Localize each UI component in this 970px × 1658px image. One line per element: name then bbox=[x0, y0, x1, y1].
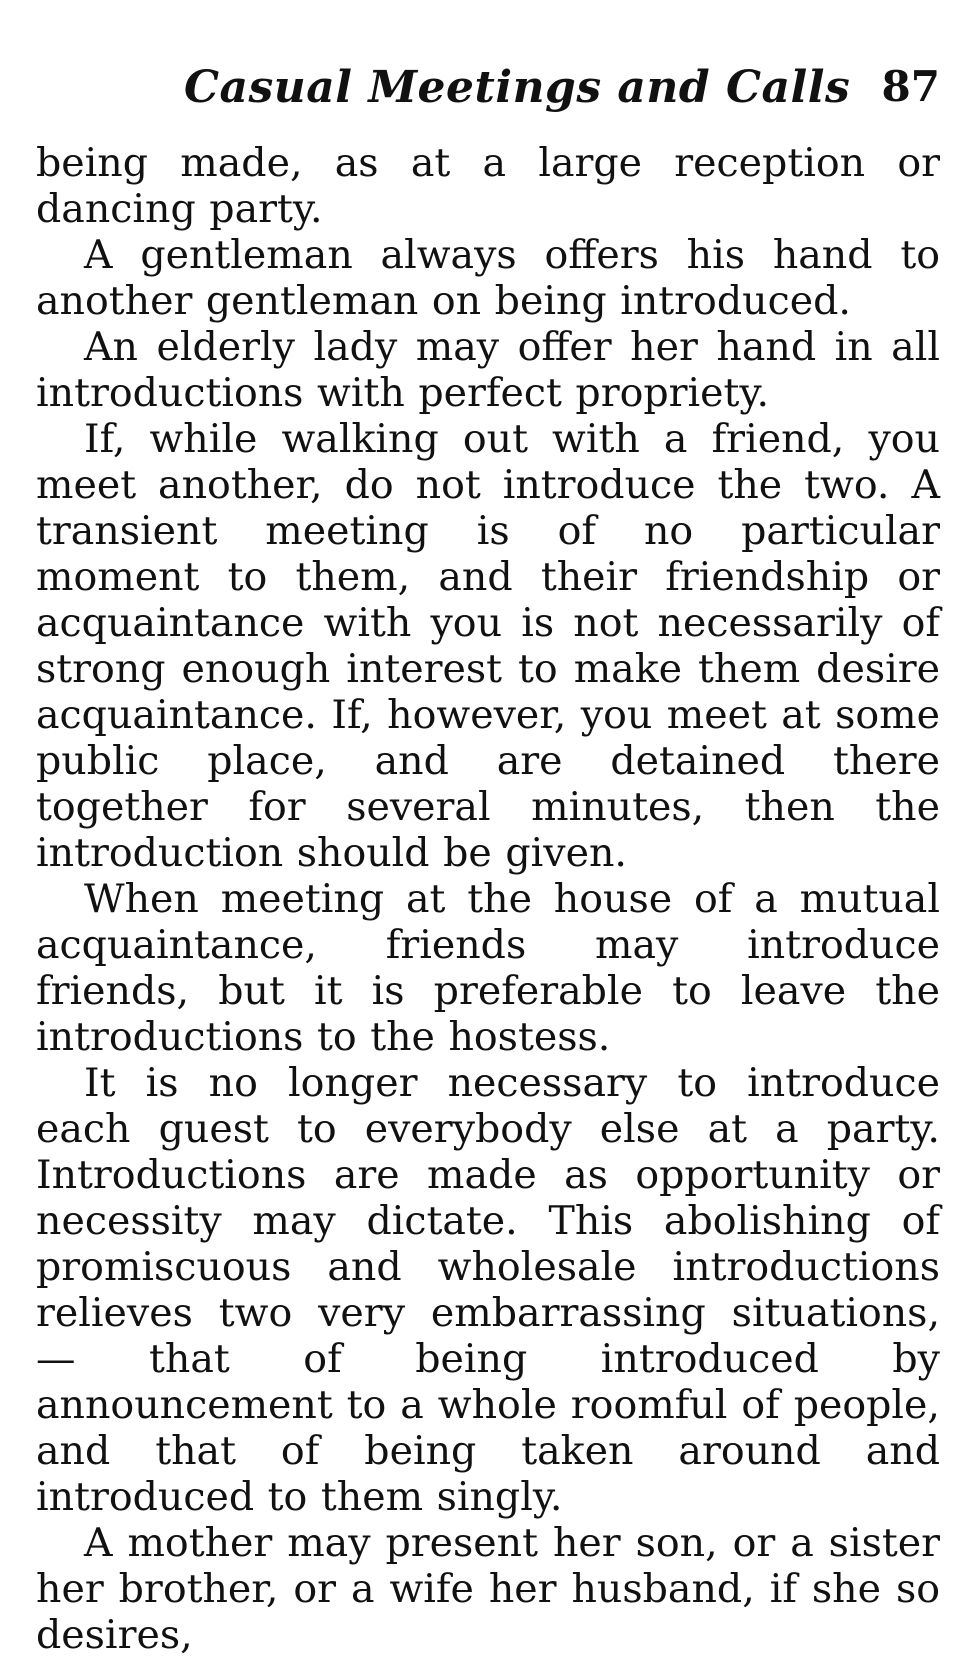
page-number: 87 bbox=[881, 62, 940, 111]
book-page bbox=[36, 0, 940, 1658]
paragraph-continuation: being made, as at a large reception or dancing party. bbox=[36, 140, 940, 232]
paragraph-mother-presents: A mother may present her son, or a sister her brother, or a wife her husband, if she so desires, bbox=[36, 1520, 940, 1658]
paragraph-no-longer-necessary: It is no longer necessary to introduce each guest to everybody else at a party. Introductions are made as opportunity or necessity may dictate. This abolishing of promiscuous and wholesale introductions relieves two very embarrassing situations, — that of being introduced by announcement to a whole roomful of people, and that of being taken around and introduced to them singly. bbox=[36, 1060, 940, 1520]
running-title: Casual Meetings and Calls bbox=[184, 62, 851, 113]
body-text bbox=[36, 140, 940, 1658]
paragraph-elderly-lady: An elderly lady may offer her hand in all introductions with perfect propriety. bbox=[36, 324, 940, 416]
paragraph-walking-with-friend: If, while walking out with a friend, you meet another, do not introduce the two. A transient meeting is of no particular moment to them, and their friendship or acquaintance with you is not necessarily of strong enough interest to make them desire acquaintance. If, however, you meet at some public place, and are detained there together for several minutes, then the introduction should be given. bbox=[36, 416, 940, 876]
paragraph-gentleman-hand: A gentleman always offers his hand to another gentleman on being introduced. bbox=[36, 232, 940, 324]
running-head bbox=[36, 0, 940, 140]
paragraph-mutual-acquaintance: When meeting at the house of a mutual acquaintance, friends may introduce friends, but it is preferable to leave the introductions to the hostess. bbox=[36, 876, 940, 1060]
